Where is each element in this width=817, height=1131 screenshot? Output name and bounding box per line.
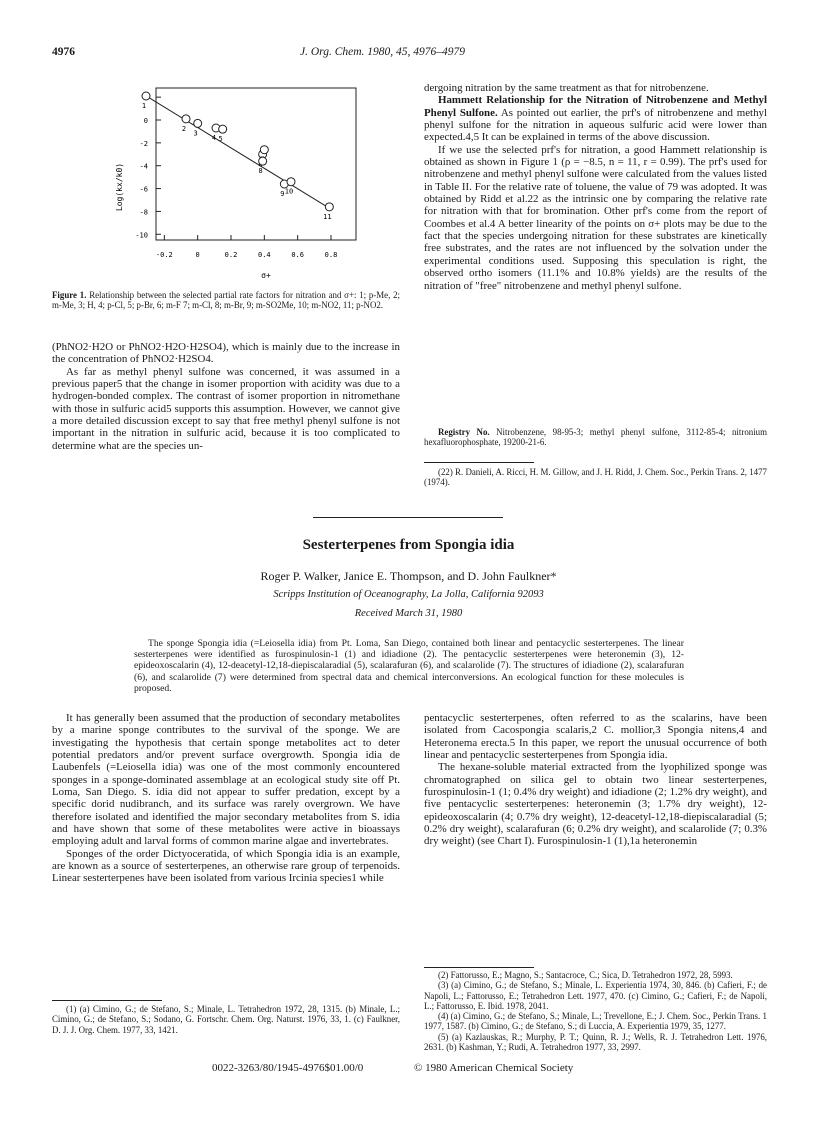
data-point-label: 8 (258, 167, 263, 176)
paragraph: (PhNO2·H2O or PhNO2·H2O·H2SO4), which is mainly due to the increase in the concentration of PhNO2·H2SO4. (52, 341, 400, 366)
data-point (325, 203, 333, 211)
data-point-label: 11 (323, 212, 332, 221)
received-date: Received March 31, 1980 (354, 608, 463, 619)
data-point-label: 10 (284, 187, 294, 196)
x-tick-label: 0.8 (324, 251, 338, 259)
body-right-column (424, 712, 767, 848)
x-tick-label: 0 (195, 251, 200, 259)
footer-copyright: © 1980 American Chemical Society (414, 1062, 574, 1074)
footnote-1: (1) (a) Cimino, G.; de Stefano, S.; Minale, L. Tetrahedron 1972, 28, 1315. (b) Minale, L.; Cimino, G.; de Stefano, S.; Sodano, G. Fortschr. Chem. Org. Naturst. 1976, 33, 1. (c) Faulkner, D. J. J. Org. Chem. 1977, 33, 1421. (52, 1004, 400, 1035)
footer-code: 0022-3263/80/1945-4976$01.00/0 (212, 1062, 364, 1074)
x-tick-label: 0.4 (258, 251, 271, 259)
footnote-22: (22) R. Danieli, A. Ricci, H. M. Gillow, and J. H. Ridd, J. Chem. Soc., Perkin Trans. 2, 1477 (1974). (424, 467, 767, 488)
abstract: The sponge Spongia idia (=Leiosella idia) from Pt. Loma, San Diego, contained both linear and pentacyclic sesterterpenes. The linear sesterterpenes were identified as furospinulosin-1 (1) and idiadione (2). The pentacyclic sesterterpenes were heteronemin (3), 12-epideoxoscalarin (4), 12-deacetyl-12,18-diepiscalaradial (5), scalarafuran (6), and scalarolide (7). The structures of idiadione (2), scalarafuran (6), and scalarolide (7) were determined from spectral data and chemical interconversions. An ecological function for these molecules is proposed. (134, 638, 684, 694)
fit-line (141, 95, 331, 209)
section-heading: Hammett Relationship for the Nitration of Nitrobenzene and Methyl Phenyl Sulfone. (424, 94, 767, 119)
affiliation: Scripps Institution of Oceanography, La Jolla, California 92093 (273, 589, 544, 600)
left-column-top (52, 341, 400, 452)
data-point (260, 146, 268, 154)
paragraph: dergoing nitration by the same treatment as that for nitrobenzene. (424, 82, 709, 94)
page-number: 4976 (52, 46, 75, 58)
paragraph: If we use the selected prf's for nitration, a good Hammett relationship is obtained as shown in Figure 1 (ρ = −8.5, n = 11, r = 0.99). The prf's used for nitrobenzene and methyl phenyl sulfone were calculated from the values listed in Table II. For the relative rate of toluene, the value of 79 was adopted. It was obtained by Ridd et al.22 as the intrinsic one by comparing the relative rate for nitration with that for bromination. Other prf's come from the report of Coombes et al.4 A better linearity of the points on σ+ plots may be due to the fact that the species undergoing nitration for these substrates are kinetically free substrates, and the rates are not influenced by the solvation under the experimental conditions used. Supposing this speculation is right, the observed ortho isomers (11.1% and 10.8% yields) are the results of the nitration of "free" nitrobenzene and methyl phenyl sulfone. (424, 143, 767, 292)
footnote-rule (52, 1000, 162, 1001)
footnotes-right (424, 970, 767, 1052)
data-point (219, 125, 227, 133)
data-point-label: 9 (280, 190, 285, 198)
data-point (259, 157, 267, 165)
data-point (142, 92, 150, 100)
y-tick-label: -8 (139, 208, 148, 217)
right-column-top: dergoing nitration by the same treatment as that for nitrobenzene. Hammett Relationship for the Nitration of Nitrobenzene and Methyl Phenyl Sulfone. As pointed out earlier, the prf's of nitrobenzene and methyl phenyl sulfone for the nitration in aqueous sulfuric acid were lower than expected.4,5 It can be explained in terms of the above discussion. If we use the selected prf's for nitration, a good Hammett relationship is obtained as shown in Figure 1 (ρ = −8.5, n = 11, r = 0.99). The prf's used for nitrobenzene and methyl phenyl sulfone were calculated from the values listed in Table II. For the relative rate of toluene, the value of 79 was adopted. It was obtained by Ridd et al.22 as the intrinsic one by comparing the relative rate for nitration with that for bromination. Other prf's come from the report of Coombes et al.4 A better linearity of the points on σ+ plots may be due to the fact that the species undergoing nitration for these substrates are kinetically free substrates, and the rates are not influenced by the solvation under the experimental conditions used. Supposing this speculation is right, the observed ortho isomers (11.1% and 10.8% yields) are the results of the nitration of "free" nitrobenzene and methyl phenyl sulfone. (424, 82, 767, 292)
running-header: J. Org. Chem. 1980, 45, 4976–4979 (300, 46, 466, 58)
x-tick-label: 0.6 (291, 251, 304, 259)
y-axis-label: Log(kx/k0) (115, 162, 124, 212)
y-tick-label: -2 (139, 139, 148, 148)
footnote-5: (5) (a) Kazlauskas, R.; Murphy, P. T.; Quinn, R. J.; Wells, R. J. Tetrahedron Lett. 1976, 2631. (b) Kashman, Y.; Rudi, A. Tetrahedron 1977, 33, 2997. (424, 1031, 767, 1053)
article-separator (313, 517, 503, 518)
data-point-label: 4 (211, 134, 217, 142)
footnote-3: (3) (a) Cimino, G.; de Stefano, S.; Minale, L. Experientia 1974, 30, 846. (b) Cafieri, F.; de Napoli, L.; Fattorusso, E.; Tetrahedron Lett. 1977, 470. (c) Cimino, G.; Cafieri, F.; de Napoli, L.; Fattorusso, E. Ibid. 1978, 2041. (424, 980, 767, 1011)
data-point (182, 115, 190, 123)
x-tick-label: 0.2 (224, 251, 238, 259)
data-point-label: 3 (193, 129, 198, 138)
paragraph: The hexane-soluble material extracted from the lyophilized sponge was chromatographed on silica gel to obtain two linear sesterterpenes, furospinulosin-1 (1; 0.4% dry weight) and idiadione (2; 1.2% dry weight), and five pentacyclic sesterterpenes: heteronemin (3; 1.7% dry weight), 12-epideoxoscalarin (4; 0.7% dry weight), 12-deacetyl-12,18-diepiscalaradial (5; 0.2% dry weight), scalarafuran (6; 0.2% dry weight), and scalarolide (7; 0.3% dry weight) (see Chart I). Furospinulosin-1 (1),1a heteronemin (424, 761, 767, 848)
y-tick-label: -4 (139, 162, 148, 171)
authors: Roger P. Walker, Janice E. Thompson, and D. John Faulkner* (260, 569, 557, 583)
paragraph: Sponges of the order Dictyoceratida, of which Spongia idia is an example, are known as a source of sesterterpenes, an otherwise rare group of terpenoids. Linear sesterterpenes have been isolated from various Ircinia species1 while (52, 847, 400, 885)
paragraph: It has generally been assumed that the production of secondary metabolites by a marine sponge contributes to the survival of the sponge. We are investigating the hypothesis that certain sponge metabolites act to deter potential predators and/or prevent surface overgrowth. Spongia idia de Laubenfels (=Leiosella idia) was one of the most commonly encountered sponges in a sponge-dominated assemblage at an ecological study site off Pt. Loma, San Diego. S. idia did not appear to suffer predation, except by a specific dorid nudibranch, and its surface was rarely overgrown. We have therefore isolated and identified the major secondary metabolites from S. idia and have shown that some of these metabolites were active in bioassays employing adult and larval forms of common marine algae and invertebrates. (52, 712, 400, 848)
data-point-label: 5 (218, 135, 223, 144)
paragraph: As far as methyl phenyl sulfone was concerned, it was assumed in a previous paper5 that the change in isomer proportion with acidity was due to a hydrogen-bonded complex. The contrast of isomer proportion in nitromethane with those in sulfuric acid5 supports this assumption. However, we cannot give a more detailed discussion except to say that free methyl phenyl sulfone is not important in the nitration in sulfuric acid, because it is too complicated to determine what are the species un- (52, 365, 400, 452)
x-tick-label: -0.2 (155, 251, 173, 259)
registry-numbers: Registry No. Nitrobenzene, 98-95-3; methyl phenyl sulfone, 3112-85-4; nitronium hexafluorophosphate, 19200-21-6. (424, 427, 767, 448)
data-point (287, 178, 295, 186)
hammett-plot (108, 82, 378, 287)
data-point-label: 2 (181, 124, 187, 133)
body-left-column (52, 712, 400, 885)
data-point-label: 1 (141, 102, 147, 110)
article-title: Sesterterpenes from Spongia idia (302, 537, 515, 553)
data-point (194, 119, 202, 127)
y-tick-label: 0 (143, 117, 148, 125)
y-tick-label: -10 (135, 231, 148, 240)
footnote-rule (424, 967, 534, 968)
paragraph: pentacyclic sesterterpenes, often referred to as the scalarins, have been isolated from Cacospongia scalaris,2 C. mollior,3 Spongia nitens,4 and Heteronema erecta.5 In this paper, we report the unusual occurrence of both linear and pentacyclic sesterterpenes from Spongia idia. (424, 712, 767, 762)
footnote-2: (2) Fattorusso, E.; Magno, S.; Santacroce, C.; Sica, D. Tetrahedron 1972, 28, 5993. (438, 970, 733, 980)
y-tick-label: -6 (139, 185, 148, 194)
figure1-caption: Figure 1. Relationship between the selected partial rate factors for nitration and σ+: 1; p-Me, 2; m-Me, 3; H, 4; p-Cl, 5; p-Br, 6; m-F 7; m-Cl, 8; m-Br, 9; m-SO2Me, 10; m-NO2, 11; p-NO2. (52, 290, 400, 311)
footnote-4: (4) (a) Cimino, G.; de Stefano, S.; Minale, L.; Trevellone, E.; J. Chem. Soc., Perkin Trans. 1 1977, 1587. (b) Cimino, G.; de Stefano, S.; di Luccia, A. Experientia 1979, 35, 1277. (424, 1011, 767, 1032)
footnote-rule (424, 462, 534, 463)
x-axis-label: σ+ (261, 271, 271, 280)
